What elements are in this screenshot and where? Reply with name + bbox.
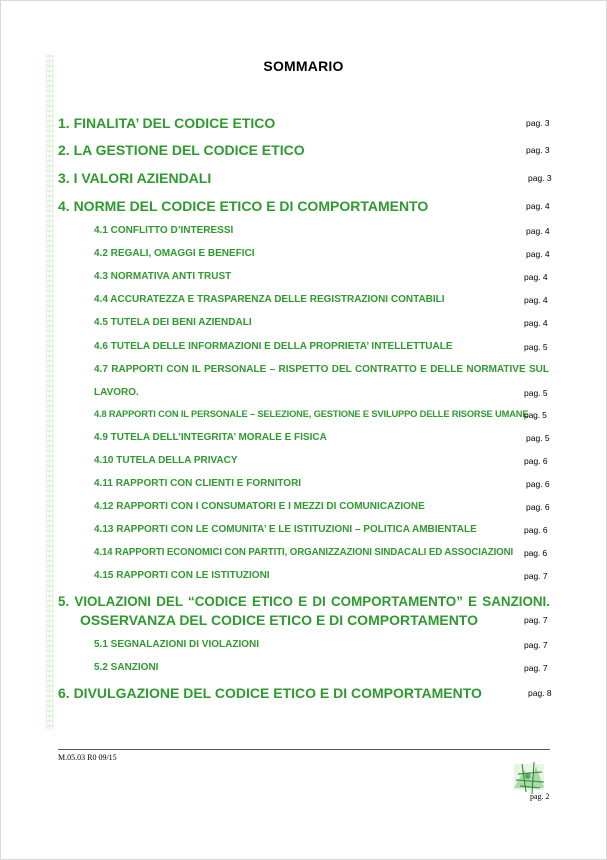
toc-entry-page: pag. 7 — [524, 640, 548, 650]
toc-entry-page: pag. 7 — [524, 571, 548, 581]
toc-entry-label: 6. DIVULGAZIONE DEL CODICE ETICO E DI COMPORTAMENTO — [58, 685, 482, 701]
toc-entry-4-8[interactable] — [94, 409, 548, 419]
toc-entry-page: pag. 6 — [524, 548, 548, 558]
page-number: pag. 2 — [530, 792, 550, 801]
toc-entry-page: pag. 5 — [524, 342, 548, 352]
toc-entry-label: 4.10 TUTELA DELLA PRIVACY — [94, 455, 238, 466]
toc-entry-label: 3. I VALORI AZIENDALI — [58, 170, 212, 186]
toc-entry-page: pag. 3 — [526, 145, 550, 155]
toc-entry-label: 4.2 REGALI, OMAGGI E BENEFICI — [94, 248, 255, 259]
toc-entry-label: LAVORO. — [94, 387, 139, 398]
toc-entry-4-10[interactable] — [94, 455, 548, 466]
toc-entry-page: pag. 4 — [526, 201, 550, 211]
toc-entry-4-5[interactable] — [94, 317, 548, 328]
toc-entry-4-6[interactable] — [94, 341, 548, 352]
toc-entry-label: 4.4 ACCURATEZZA E TRASPARENZA DELLE REGISTRAZIONI CONTABILI — [94, 294, 445, 305]
toc-entry-6[interactable] — [58, 685, 552, 701]
toc-entry-page: pag. 4 — [526, 226, 550, 236]
toc-entry-page: pag. 3 — [526, 118, 550, 128]
toc-entry-1[interactable] — [58, 115, 548, 131]
toc-entry-4-12[interactable] — [94, 501, 548, 512]
toc-entry-4-14[interactable] — [94, 547, 548, 558]
toc-entry-label: 4.5 TUTELA DEI BENI AZIENDALI — [94, 317, 252, 328]
toc-entry-4-13[interactable] — [94, 524, 548, 535]
toc-entry-4-15[interactable] — [94, 570, 548, 581]
toc-entry-5-line1[interactable]: 5. VIOLAZIONI DEL “CODICE ETICO E DI COMPORTAMENTO” E SANZIONI. — [58, 594, 550, 609]
toc-entry-label: 4.11 RAPPORTI CON CLIENTI E FORNITORI — [94, 478, 302, 489]
toc-entry-label: 4.3 NORMATIVA ANTI TRUST — [94, 271, 232, 282]
toc-entry-page: pag. 4 — [524, 295, 548, 305]
toc-entry-page: pag. 3 — [528, 173, 552, 183]
toc-entry-page: pag. 6 — [526, 502, 550, 512]
toc-entry-page: pag. 4 — [526, 249, 550, 259]
footer-divider — [58, 749, 550, 750]
margin-decoration — [46, 55, 54, 730]
toc-entry-page: pag. 4 — [524, 318, 548, 328]
page-title: SOMMARIO — [263, 58, 344, 74]
toc-entry-page: pag. 6 — [524, 456, 548, 466]
document-code: M.05.03 R0 09/15 — [58, 753, 117, 762]
toc-entry-4-7-line1[interactable]: 4.7 RAPPORTI CON IL PERSONALE – RISPETTO DEL CONTRATTO E DELLE NORMATIVE SUL — [94, 364, 549, 375]
toc-entry-page: pag. 8 — [528, 688, 552, 698]
toc-entry-4-3[interactable] — [94, 271, 548, 282]
toc-entry-label: 4.8 RAPPORTI CON IL PERSONALE – SELEZIONE, GESTIONE E SVILUPPO DELLE RISORSE UMANE — [94, 409, 529, 419]
toc-entry-3[interactable] — [58, 170, 552, 186]
toc-entry-label: 4.14 RAPPORTI ECONOMICI CON PARTITI, ORGANIZZAZIONI SINDACALI ED ASSOCIAZIONI — [94, 547, 514, 558]
toc-entry-label: 4.1 CONFLITTO D’INTERESSI — [94, 225, 234, 236]
toc-entry-5-2[interactable] — [94, 662, 548, 673]
toc-entry-4[interactable] — [58, 198, 548, 214]
toc-entry-label: 5.1 SEGNALAZIONI DI VIOLAZIONI — [94, 639, 260, 650]
toc-entry-4-7-line2[interactable] — [94, 387, 548, 398]
toc-entry-label: 4.15 RAPPORTI CON LE ISTITUZIONI — [94, 570, 270, 581]
toc-entry-page: pag. 6 — [526, 479, 550, 489]
toc-entry-5-line2[interactable] — [80, 612, 548, 628]
toc-entry-label: 2. LA GESTIONE DEL CODICE ETICO — [58, 142, 305, 158]
toc-entry-4-9[interactable] — [94, 432, 548, 443]
toc-entry-label: 4.13 RAPPORTI CON LE COMUNITA’ E LE ISTITUZIONI – POLITICA AMBIENTALE — [94, 524, 477, 535]
toc-entry-page: pag. 5 — [524, 388, 548, 398]
toc-entry-label: 4.9 TUTELA DELL’INTEGRITA’ MORALE E FISICA — [94, 432, 327, 443]
toc-entry-page: pag. 4 — [524, 272, 548, 282]
toc-entry-label: OSSERVANZA DEL CODICE ETICO E DI COMPORTAMENTO — [80, 612, 478, 628]
toc-entry-page: pag. 5 — [524, 410, 547, 420]
toc-entry-5-1[interactable] — [94, 639, 548, 650]
toc-entry-4-1[interactable] — [94, 225, 548, 236]
toc-entry-4-11[interactable] — [94, 478, 548, 489]
toc-entry-page: pag. 6 — [524, 525, 548, 535]
toc-entry-page: pag. 5 — [526, 433, 550, 443]
toc-entry-4-2[interactable] — [94, 248, 548, 259]
toc-entry-label: 1. FINALITA’ DEL CODICE ETICO — [58, 115, 276, 131]
toc-entry-label: 4.6 TUTELA DELLE INFORMAZIONI E DELLA PROPRIETA’ INTELLETTUALE — [94, 341, 453, 352]
toc-entry-page: pag. 7 — [524, 615, 548, 625]
toc-entry-label: 4.12 RAPPORTI CON I CONSUMATORI E I MEZZI DI COMUNICAZIONE — [94, 501, 425, 512]
toc-entry-4-4[interactable] — [94, 294, 548, 305]
toc-entry-label: 5.2 SANZIONI — [94, 662, 159, 673]
toc-entry-2[interactable] — [58, 142, 548, 158]
toc-entry-page: pag. 7 — [524, 663, 548, 673]
toc-entry-label: 4. NORME DEL CODICE ETICO E DI COMPORTAMENTO — [58, 198, 429, 214]
